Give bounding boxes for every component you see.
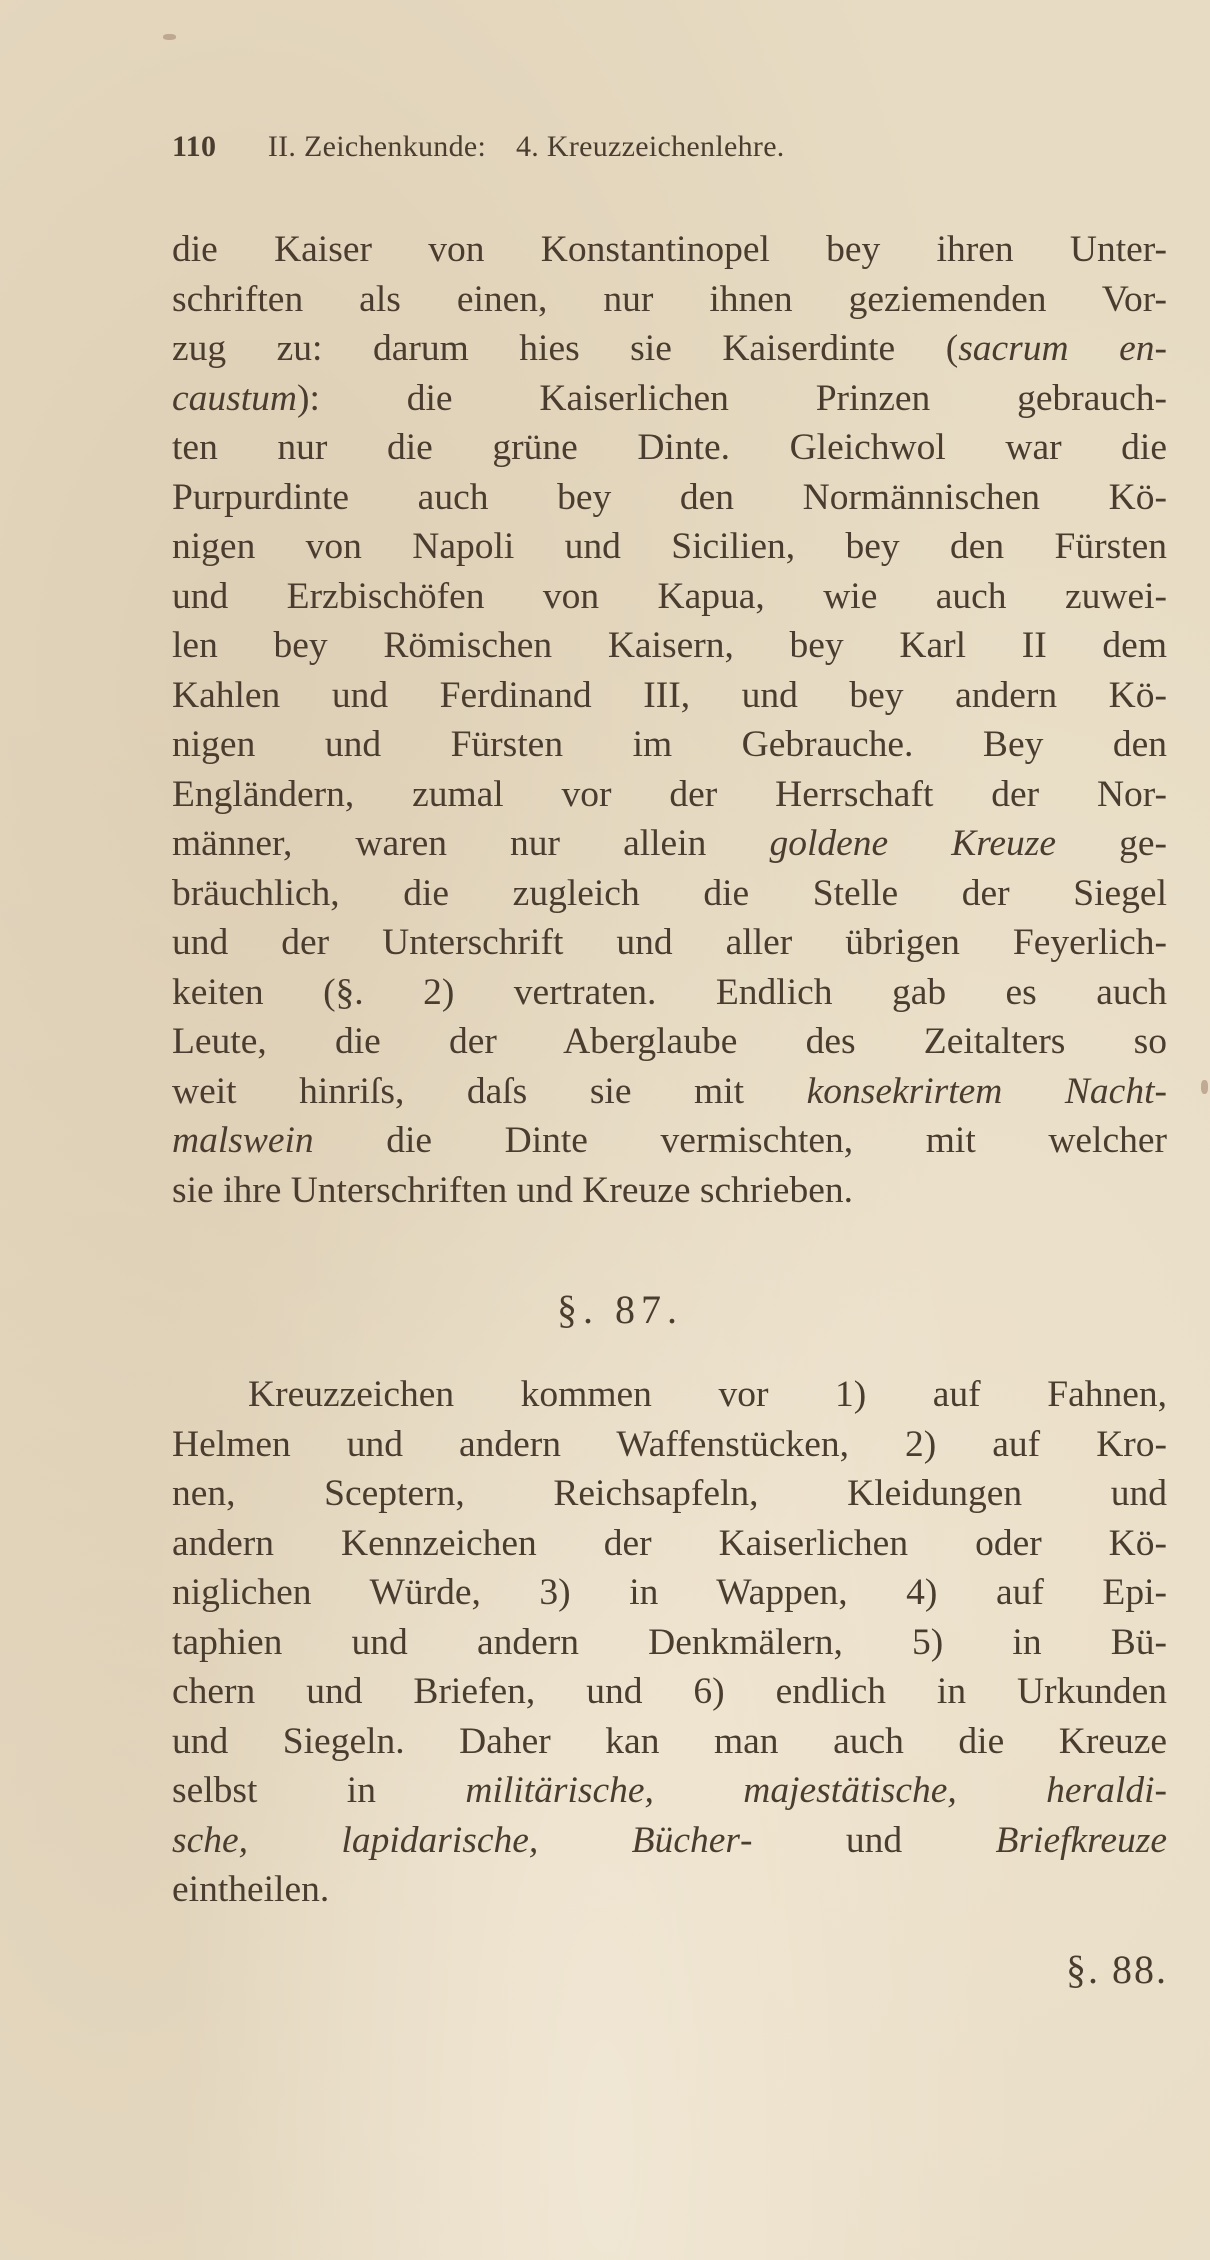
- italic-term: goldene Kreuze: [769, 823, 1057, 864]
- text-line: chern und Briefen, und 6) endlich in Urkunden: [172, 1671, 1167, 1712]
- text-line: malswein die Dinte vermischten, mit welcher: [172, 1120, 1167, 1161]
- text-line: männer, waren nur allein goldene Kreuze ge-: [172, 823, 1167, 864]
- text-line: len bey Römischen Kaisern, bey Karl II dem: [172, 625, 1167, 666]
- paragraph-section-87: [172, 1370, 1167, 1915]
- text-line: die Kaiser von Konstantinopel bey ihren Unter-: [172, 229, 1167, 270]
- italic-term: konsekrirtem Nacht-: [806, 1070, 1167, 1112]
- italic-term: caustum: [172, 377, 297, 419]
- text-line: nigen und Fürsten im Gebrauche. Bey den: [172, 724, 1167, 765]
- chapter-title: 4. Kreuzzeichenlehre.: [515, 130, 785, 163]
- page-number: 110: [172, 130, 217, 163]
- catchword: §. 88.: [1066, 1947, 1168, 1992]
- text-line: ten nur die grüne Dinte. Gleichwol war die: [172, 427, 1167, 468]
- text-line: Kreuzzeichen kommen vor 1) auf Fahnen,: [248, 1374, 1167, 1415]
- text-line: Leute, die der Aberglaube des Zeitalters so: [172, 1021, 1167, 1062]
- text-line: Purpurdinte auch bey den Normännischen Kö-: [172, 476, 1167, 518]
- text-line: sche, lapidarische, Bücher- und Briefkreuze: [172, 1819, 1167, 1861]
- paper-speck: [163, 34, 176, 40]
- paper-speck: [1201, 1080, 1208, 1094]
- section-heading: §. 87.: [557, 1287, 683, 1332]
- text-line: bräuchlich, die zugleich die Stelle der Siegel: [172, 872, 1167, 914]
- text-line: keiten (§. 2) vertraten. Endlich gab es auch: [172, 971, 1167, 1013]
- text-line: zug zu: darum hies sie Kaiserdinte (sacrum en-: [172, 328, 1167, 369]
- text-line: und der Unterschrift und aller übrigen Feyerlich-: [172, 922, 1167, 963]
- italic-term: sacrum en-: [958, 328, 1167, 369]
- italic-term: Briefkreuze: [995, 1819, 1167, 1861]
- text-line: sie ihre Unterschriften und Kreuze schrieben.: [172, 1169, 853, 1211]
- text-line: nen, Sceptern, Reichsapfeln, Kleidungen und: [172, 1473, 1167, 1514]
- text-line: Engländern, zumal vor der Herrschaft der Nor-: [172, 773, 1167, 815]
- text-line: und Erzbischöfen von Kapua, wie auch zuwei-: [172, 575, 1167, 617]
- text-line: selbst in militärische, majestätische, heraldi-: [172, 1770, 1167, 1811]
- italic-term: malswein: [172, 1120, 314, 1161]
- text-line: weit hinriſs, daſs sie mit konsekrirtem Nacht-: [172, 1070, 1167, 1112]
- text-line: und Siegeln. Daher kan man auch die Kreuze: [172, 1720, 1167, 1762]
- text-line: schriften als einen, nur ihnen geziemenden Vor-: [172, 278, 1167, 320]
- text-line: caustum): die Kaiserlichen Prinzen gebrauch-: [172, 377, 1167, 419]
- paragraph-continuation: [172, 225, 1167, 1215]
- text-line: niglichen Würde, 3) in Wappen, 4) auf Epi-: [172, 1572, 1167, 1613]
- text-line: eintheilen.: [172, 1869, 330, 1910]
- text-line: Helmen und andern Waffenstücken, 2) auf Kro-: [172, 1423, 1167, 1465]
- italic-term: sche, lapidarische, Bücher: [172, 1819, 740, 1861]
- text-line: andern Kennzeichen der Kaiserlichen oder Kö-: [172, 1522, 1167, 1564]
- text-line: nigen von Napoli und Sicilien, bey den Fürsten: [172, 526, 1167, 567]
- text-line: Kahlen und Ferdinand III, und bey andern Kö-: [172, 674, 1167, 716]
- part-title: II. Zeichenkunde:: [267, 130, 487, 163]
- text-line: taphien und andern Denkmälern, 5) in Bü-: [172, 1621, 1167, 1663]
- italic-term: militärische, majestätische, heraldi-: [465, 1770, 1167, 1811]
- running-head: [172, 130, 1072, 164]
